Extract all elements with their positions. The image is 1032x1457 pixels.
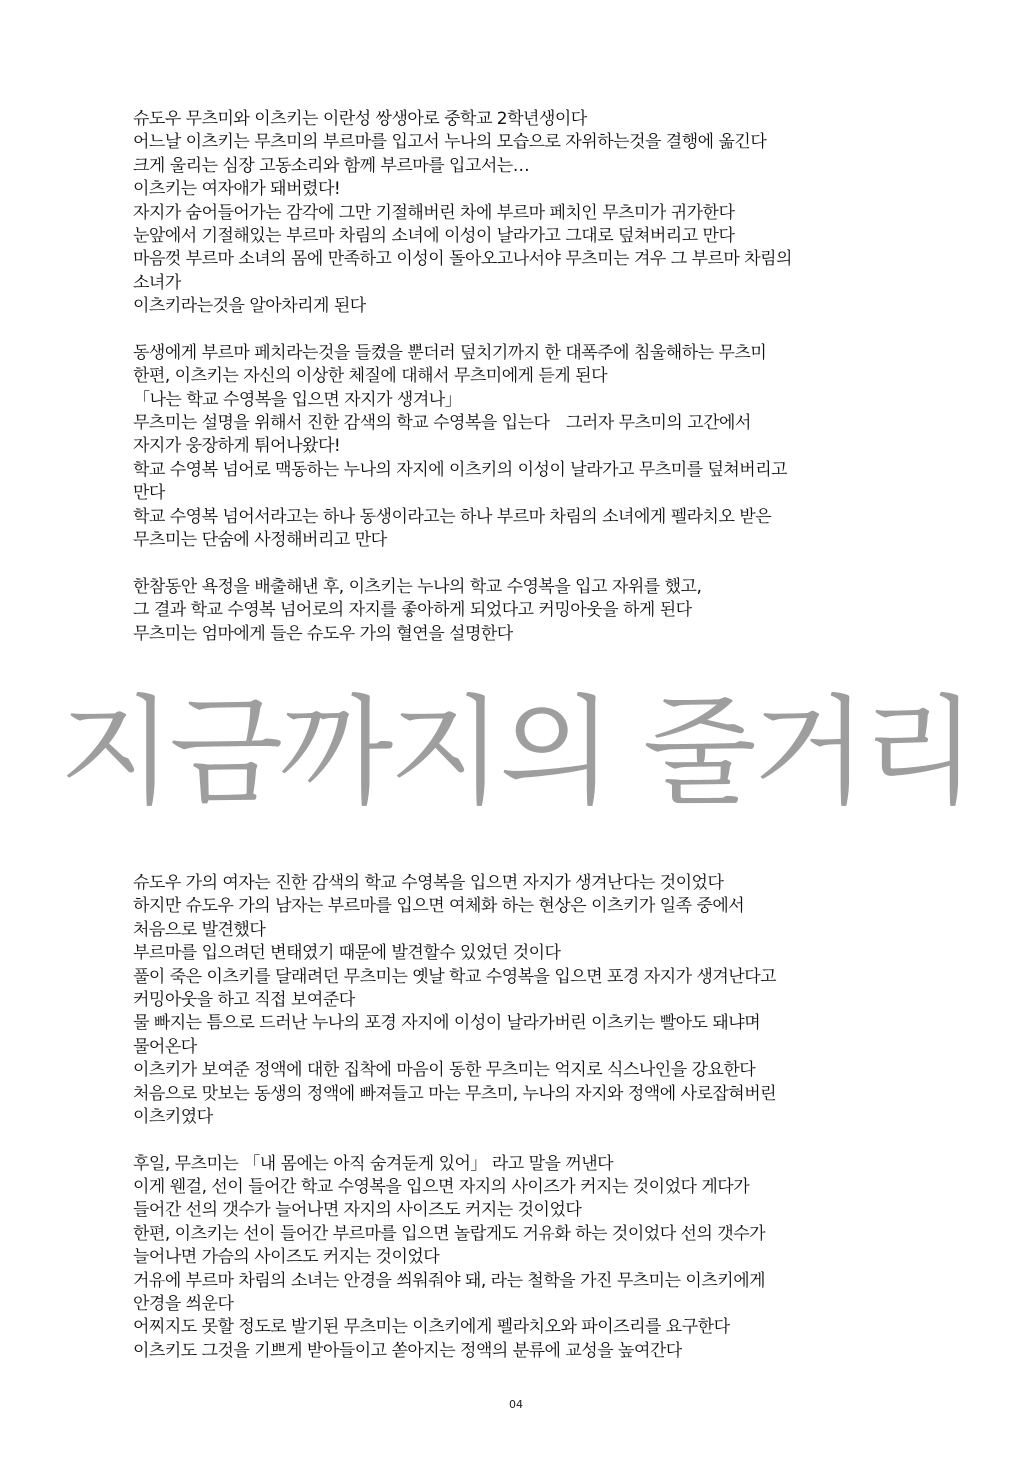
text-line: 만다 xyxy=(133,483,165,504)
text-line: 자지가 숨어들어가는 감각에 그만 기절해버린 차에 부르마 페치인 무츠미가 귀가한다 xyxy=(133,202,735,223)
text-line: 학교 수영복 넘어로 맥동하는 누나의 자지에 이츠키의 이성이 날라가고 무츠미를 덮쳐버리고 xyxy=(133,459,788,480)
text-line: 커밍아웃을 하고 직접 보여준다 xyxy=(133,989,355,1010)
paragraph-gap xyxy=(133,319,913,342)
text-line: 부르마를 입으려던 변태였기 때문에 발견할수 있었던 것이다 xyxy=(133,943,561,964)
paragraph xyxy=(133,342,913,553)
text-line: 물어온다 xyxy=(133,1036,197,1057)
text-line: 어느날 이츠키는 무츠미의 부르마를 입고서 누나의 모습으로 자위하는것을 결행에 옮긴다 xyxy=(133,132,767,153)
text-line: 「나는 학교 수영복을 입으면 자지가 생겨나」 xyxy=(133,389,462,410)
page-number: 04 xyxy=(509,1398,523,1411)
text-line: 이츠키가 보여준 정액에 대한 집착에 마음이 동한 무츠미는 억지로 식스나인을 강요한다 xyxy=(133,1060,756,1081)
text-line: 물 빠지는 틈으로 드러난 누나의 포경 자지에 이성이 날라가버린 이츠키는 빨아도 돼냐며 xyxy=(133,1013,761,1034)
text-line: 거유에 부르마 차림의 소녀는 안경을 씌워줘야 돼, 라는 철학을 가진 무츠미는 이츠키에게 xyxy=(133,1270,766,1291)
text-line: 풀이 죽은 이츠키를 달래려던 무츠미는 옛날 학교 수영복을 입으면 포경 자지가 생겨난다고 xyxy=(133,966,777,987)
paragraph xyxy=(133,872,913,1129)
synopsis-heading: 지금까지의 줄거리 xyxy=(59,683,973,821)
text-line: 어찌지도 못할 정도로 발기된 무츠미는 이츠키에게 펠라치오와 파이즈리를 요구한다 xyxy=(133,1317,730,1338)
text-line: 이츠키라는것을 알아차리게 된다 xyxy=(133,296,366,317)
text-line: 들어간 선의 갯수가 늘어나면 자지의 사이즈도 커지는 것이었다 xyxy=(133,1200,582,1221)
paragraph xyxy=(133,576,913,646)
text-line: 이츠키였다 xyxy=(133,1106,213,1127)
paragraph-gap xyxy=(133,1129,913,1152)
text-line: 동생에게 부르마 페치라는것을 들켰을 뿐더러 덮치기까지 한 대폭주에 침울해하는 무츠미 xyxy=(133,342,767,363)
text-line: 크게 울리는 심장 고동소리와 함께 부르마를 입고서는… xyxy=(133,155,530,176)
text-line: 한참동안 욕정을 배출해낸 후, 이츠키는 누나의 학교 수영복을 입고 자위를 했고, xyxy=(133,576,702,597)
text-line: 소녀가 xyxy=(133,272,181,293)
paragraph xyxy=(133,1153,913,1364)
text-line: 늘어나면 가슴의 사이즈도 커지는 것이었다 xyxy=(133,1247,440,1268)
text-line: 한편, 이츠키는 자신의 이상한 체질에 대해서 무츠미에게 듣게 된다 xyxy=(133,366,608,387)
text-line: 자지가 웅장하게 튀어나왔다! xyxy=(133,436,341,457)
text-line: 하지만 슈도우 가의 남자는 부르마를 입으면 여체화 하는 현상은 이츠키가 일족 중에서 xyxy=(133,896,745,917)
text-line: 슈도우 무츠미와 이츠키는 이란성 쌍생아로 중학교 2학년생이다 xyxy=(133,109,587,129)
text-line: 학교 수영복 넘어서라고는 하나 동생이라고는 하나 부르마 차림의 소녀에게 펠라치오 받은 xyxy=(133,506,772,527)
text-line: 후일, 무츠미는 「내 몸에는 아직 숨겨둔게 있어」 라고 말을 꺼낸다 xyxy=(133,1153,614,1174)
text-line: 슈도우 가의 여자는 진한 감색의 학교 수영복을 입으면 자지가 생겨난다는 것이었다 xyxy=(133,873,724,893)
text-line: 눈앞에서 기절해있는 부르마 차림의 소녀에 이성이 날라가고 그대로 덮쳐버리고 만다 xyxy=(133,225,735,246)
text-line: 이게 웬걸, 선이 들어간 학교 수영복을 입으면 자지의 사이즈가 커지는 것이었다 게다가 xyxy=(133,1177,750,1198)
paragraph xyxy=(133,108,913,319)
text-line: 무츠미는 단숨에 사정해버리고 만다 xyxy=(133,530,387,551)
text-line: 안경을 씌운다 xyxy=(133,1294,234,1315)
lower-text-block xyxy=(133,872,913,1363)
text-line: 처음으로 맛보는 동생의 정액에 빠져들고 마는 무츠미, 누나의 자지와 정액에 사로잡혀버린 xyxy=(133,1083,777,1104)
text-line: 한편, 이츠키는 선이 들어간 부르마를 입으면 놀랍게도 거유화 하는 것이었다 선의 갯수가 xyxy=(133,1223,766,1244)
text-line: 무츠미는 엄마에게 들은 슈도우 가의 혈연을 설명한다 xyxy=(133,623,513,644)
text-line: 그 결과 학교 수영복 넘어로의 자지를 좋아하게 되었다고 커밍아웃을 하게 된다 xyxy=(133,600,692,621)
upper-text-block xyxy=(133,108,913,646)
text-line: 처음으로 발견했다 xyxy=(133,919,266,940)
text-line: 마음껏 부르마 소녀의 몸에 만족하고 이성이 돌아오고나서야 무츠미는 겨우 그 부르마 차림의 xyxy=(133,249,792,270)
paragraph-gap xyxy=(133,552,913,575)
text-line: 무츠미는 설명을 위해서 진한 감색의 학교 수영복을 입는다 그러자 무츠미의 고간에서 xyxy=(133,413,751,434)
text-line: 이츠키도 그것을 기쁘게 받아들이고 쏟아지는 정액의 분류에 교성을 높여간다 xyxy=(133,1340,682,1361)
text-line: 이츠키는 여자애가 돼버렸다! xyxy=(133,179,341,200)
